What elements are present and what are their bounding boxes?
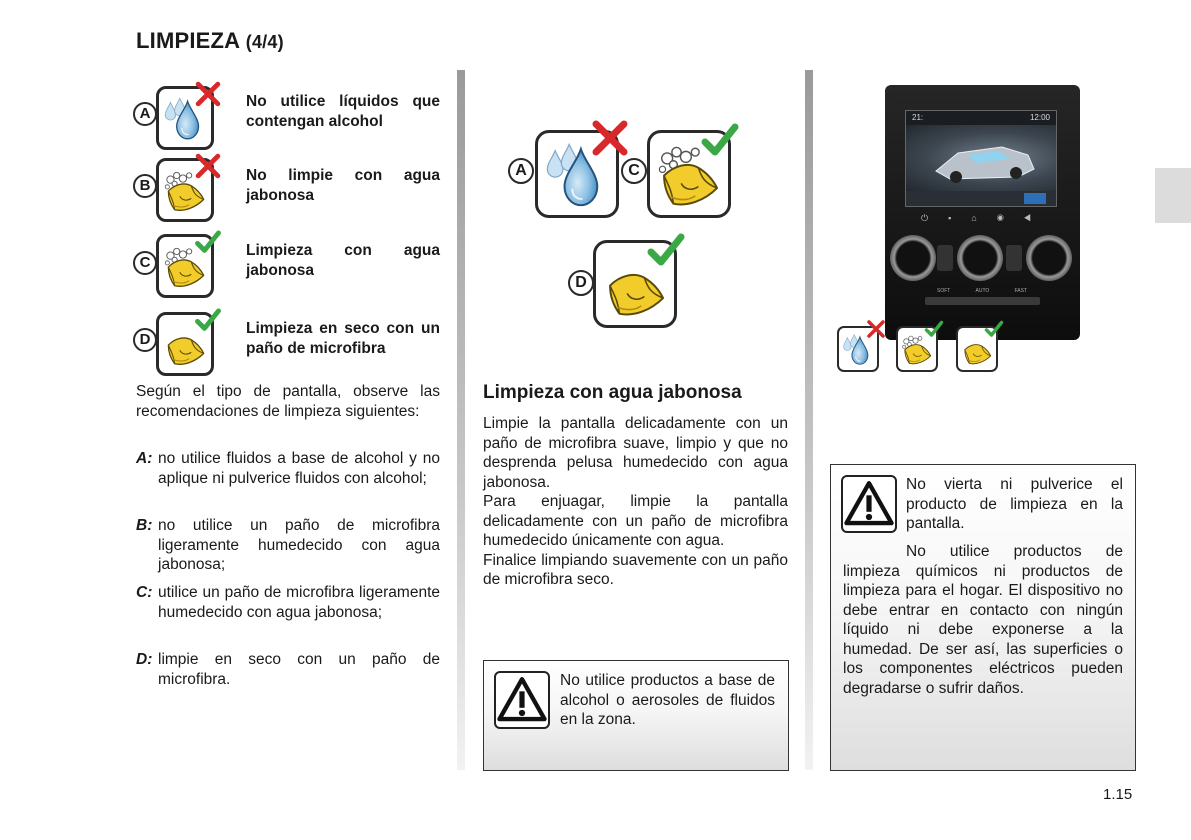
page-title-suffix: (4/4) xyxy=(245,32,284,52)
warning-icon-frame xyxy=(494,671,550,729)
section-body xyxy=(483,414,788,590)
climate-knob-left[interactable] xyxy=(890,235,936,281)
list-key-d: D: xyxy=(136,651,153,668)
climate-label-auto: AUTO xyxy=(975,288,990,294)
side-tab-marker xyxy=(1155,168,1191,223)
list-key-c: C: xyxy=(136,584,153,601)
list-item-d: D: limpie en seco con un paño de microfibra. xyxy=(136,651,440,688)
screen-bottom-bar xyxy=(906,191,1056,206)
climate-button-bar[interactable] xyxy=(925,297,1040,305)
list-item-a: A: no utilice fluidos a base de alcohol y no aplique ni pulverice fluidos con alcohol; xyxy=(136,450,440,487)
check-icon xyxy=(984,319,1004,339)
legend-b-text: No limpie con agua jabonosa xyxy=(246,167,440,204)
cross-icon xyxy=(194,80,222,108)
page-number: 1.15 xyxy=(1103,786,1133,803)
column-divider-1 xyxy=(457,70,465,770)
warning-text-chemicals: No utilice productos de limpieza químicos ni productos de limpieza para el hogar. El dispositivo no debe entrar en contacto con ningún líquido ni debe exponerse a la humedad. De ser así, las superficies o los componentes eléctricos pueden degradarse o sufrir daños. xyxy=(843,543,1123,697)
legend-letter-b: B xyxy=(133,174,157,198)
cross-icon xyxy=(590,118,630,158)
climate-label-soft: SOFT xyxy=(937,288,951,294)
hard-keys-row: ⏻▪⌂◉◀ xyxy=(921,213,1052,223)
climate-label-fast: FAST xyxy=(1014,288,1027,294)
figure-letter-c: C xyxy=(621,158,647,184)
page-title-text: LIMPIEZA xyxy=(136,28,240,53)
intro-paragraph: Según el tipo de pantalla, observe las recomendaciones de limpieza siguientes: xyxy=(136,383,440,420)
warning-box-alcohol xyxy=(483,660,789,771)
legend-letter-c: C xyxy=(133,251,157,275)
section-paragraph: Finalice limpiando suavemente con un paño de microfibra seco. xyxy=(483,551,788,588)
multimedia-unit-photo xyxy=(885,85,1080,340)
climate-labels xyxy=(937,288,1027,294)
active-tab-indicator xyxy=(1024,193,1046,204)
list-item-c: C: utilice un paño de microfibra ligeramente humedecido con agua jabonosa; xyxy=(136,584,440,621)
cross-icon xyxy=(866,319,886,339)
section-paragraph: Limpie la pantalla delicadamente con un paño de microfibra suave, limpio y que no desprenda pelusa humedecido con agua jabonosa. xyxy=(483,415,788,491)
legend-a-text: No utilice líquidos que contengan alcohol xyxy=(246,93,440,130)
list-key-b: B: xyxy=(136,517,153,534)
page-title xyxy=(136,28,284,54)
status-time-right: 12:00 xyxy=(1029,113,1050,122)
climate-knob-center[interactable] xyxy=(957,235,1003,281)
list-key-a: A: xyxy=(136,450,153,467)
figure-letter-a: A xyxy=(508,158,534,184)
list-item-b: B: no utilice un paño de microfibra ligeramente humedecido con agua jabonosa; xyxy=(136,517,440,573)
column-divider-2 xyxy=(805,70,813,770)
check-icon xyxy=(194,228,222,256)
warning-text-alcohol: No utilice productos a base de alcohol o aerosoles de fluidos en la zona. xyxy=(560,672,775,728)
climate-knob-right[interactable] xyxy=(1026,235,1072,281)
warning-icon-frame xyxy=(841,475,897,533)
car-icon xyxy=(906,125,1056,191)
figure-letter-d: D xyxy=(568,270,594,296)
legend-letter-d: D xyxy=(133,328,157,352)
warning-text-spray: No vierta ni pulverice el producto de limpieza en la pantalla. xyxy=(906,476,1123,532)
car-view-graphic xyxy=(906,125,1056,191)
check-icon xyxy=(646,230,686,270)
status-time-left: 21: xyxy=(912,113,924,122)
check-icon xyxy=(700,120,740,160)
check-icon xyxy=(194,306,222,334)
section-heading: Limpieza con agua jabonosa xyxy=(483,382,742,403)
cross-icon xyxy=(194,152,222,180)
legend-c-text: Limpieza con agua jabonosa xyxy=(246,242,440,279)
section-paragraph: Para enjuagar, limpie la pantalla delicadamente con un paño de microfibra humedecido únicamente con agua. xyxy=(483,493,788,549)
legend-letter-a: A xyxy=(133,102,157,126)
climate-button-stack-right[interactable] xyxy=(1006,245,1022,271)
warning-triangle-icon xyxy=(496,673,548,727)
display-screen xyxy=(905,110,1057,207)
legend-d-text: Limpieza en seco con un paño de microfibra xyxy=(246,320,440,357)
check-icon xyxy=(924,319,944,339)
warning-triangle-icon xyxy=(843,477,895,531)
climate-button-stack-left[interactable] xyxy=(937,245,953,271)
warning-box-products xyxy=(830,464,1136,771)
